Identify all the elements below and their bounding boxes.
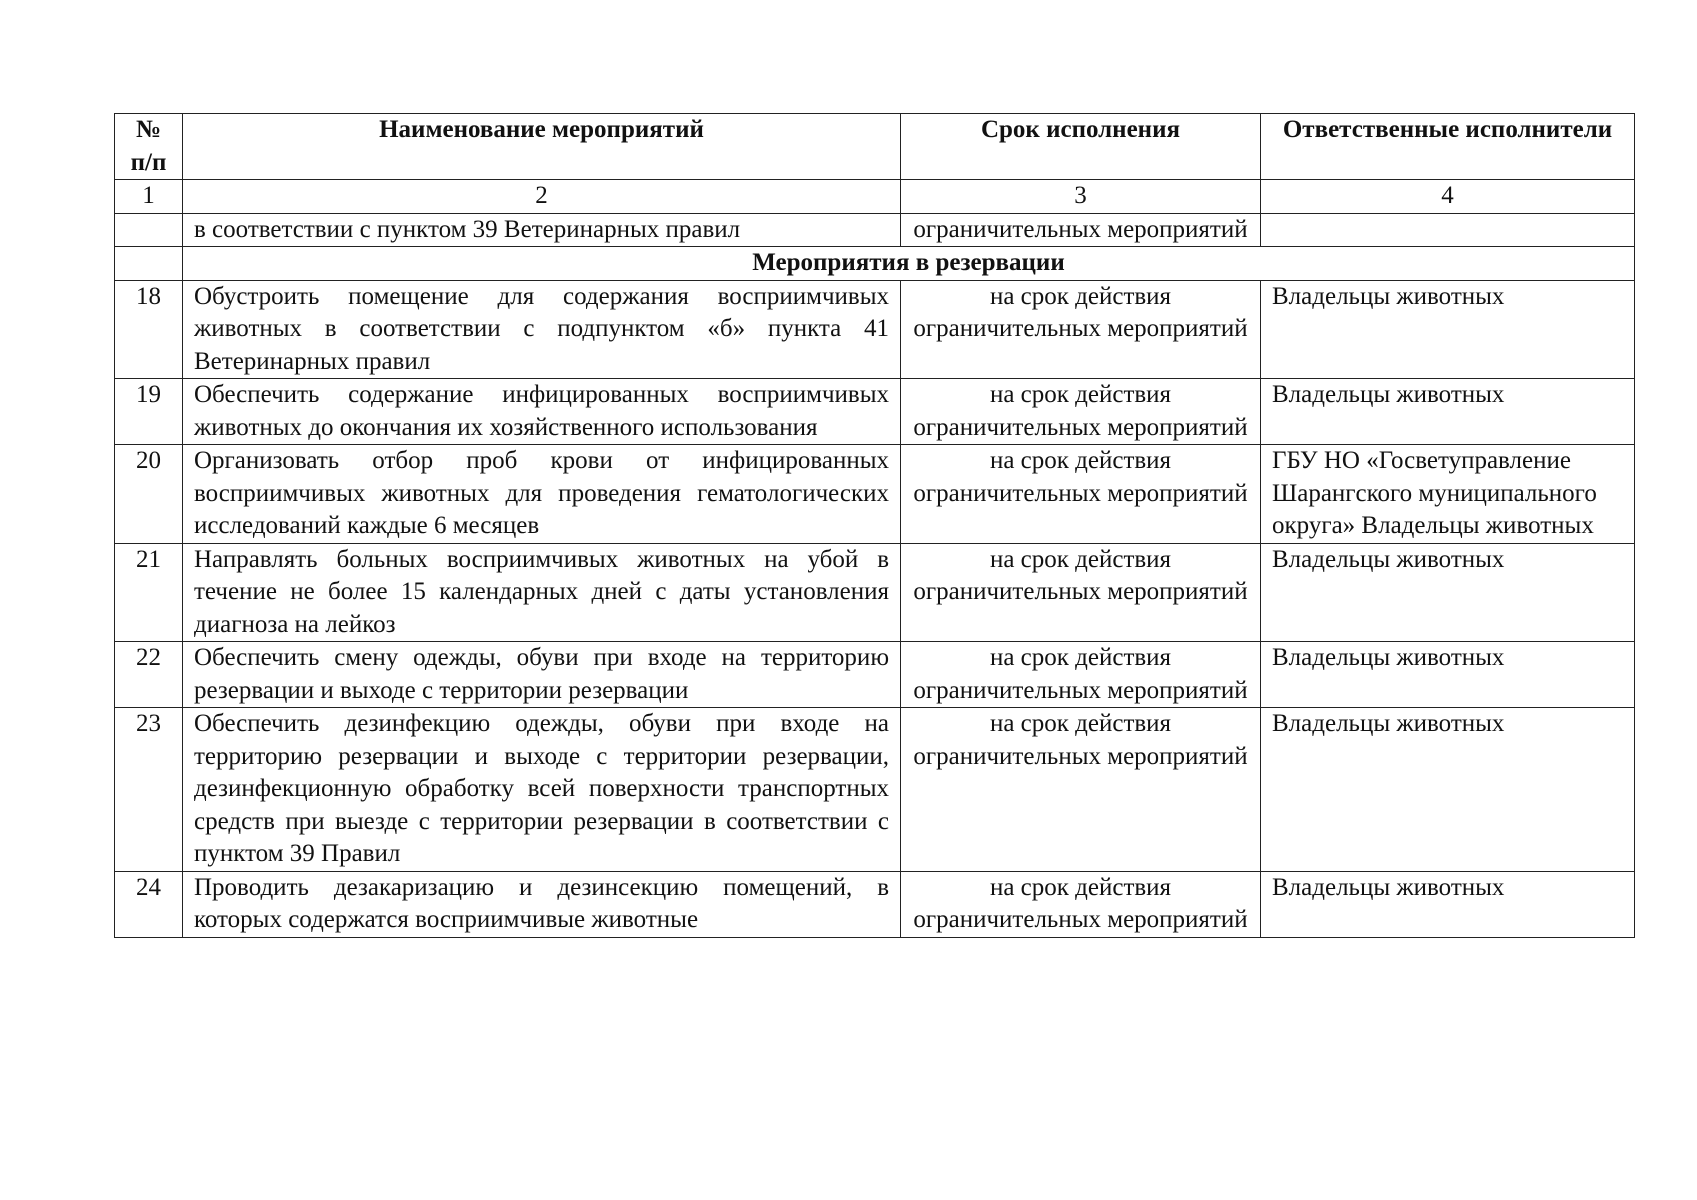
row-num: 24 xyxy=(115,871,183,937)
row-term: на срок действия ограничительных мероприятий xyxy=(901,379,1261,445)
row-responsible: Владельцы животных xyxy=(1261,379,1635,445)
row-term: на срок действия ограничительных мероприятий xyxy=(901,642,1261,708)
row-responsible: Владельцы животных xyxy=(1261,280,1635,379)
row-task: Обеспечить дезинфекцию одежды, обуви при входе на территорию резервации и выходе с территории резервации, дезинфекционную обработку всей поверхности транспортных средств при выезде с территории резервации в соответствии с пунктом 39 Правил xyxy=(183,708,901,872)
row-term: на срок действия ограничительных мероприятий xyxy=(901,280,1261,379)
header-row xyxy=(115,114,1635,180)
header-term: Срок исполнения xyxy=(901,114,1261,180)
header-responsible: Ответственные исполнители xyxy=(1261,114,1635,180)
table-row xyxy=(115,871,1635,937)
table-row xyxy=(115,708,1635,872)
column-number: 3 xyxy=(901,180,1261,214)
column-number: 2 xyxy=(183,180,901,214)
row-task: Направлять больных восприимчивых животных на убой в течение не более 15 календарных дней с даты установления диагноза на лейкоз xyxy=(183,543,901,642)
row-term: ограничительных мероприятий xyxy=(901,213,1261,247)
section-title: Мероприятия в резервации xyxy=(183,247,1635,281)
column-number: 1 xyxy=(115,180,183,214)
row-num: 23 xyxy=(115,708,183,872)
row-responsible: Владельцы животных xyxy=(1261,642,1635,708)
row-responsible: ГБУ НО «Госветуправление Шарангского муниципального округа» Владельцы животных xyxy=(1261,445,1635,544)
row-num: 22 xyxy=(115,642,183,708)
column-number: 4 xyxy=(1261,180,1635,214)
header-num: № п/п xyxy=(115,114,183,180)
measures-table xyxy=(114,113,1635,938)
row-term: на срок действия ограничительных мероприятий xyxy=(901,543,1261,642)
section-num-empty xyxy=(115,247,183,281)
row-task: Обеспечить содержание инфицированных восприимчивых животных до окончания их хозяйственного использования xyxy=(183,379,901,445)
row-num: 21 xyxy=(115,543,183,642)
row-num: 18 xyxy=(115,280,183,379)
row-task: Обеспечить смену одежды, обуви при входе на территорию резервации и выходе с территории резервации xyxy=(183,642,901,708)
row-task: Обустроить помещение для содержания восприимчивых животных в соответствии с подпунктом «б» пункта 41 Ветеринарных правил xyxy=(183,280,901,379)
table-row xyxy=(115,445,1635,544)
row-term: на срок действия ограничительных мероприятий xyxy=(901,871,1261,937)
row-task: в соответствии с пунктом 39 Ветеринарных правил xyxy=(183,213,901,247)
row-num: 20 xyxy=(115,445,183,544)
row-responsible: Владельцы животных xyxy=(1261,871,1635,937)
table-row xyxy=(115,543,1635,642)
row-term: на срок действия ограничительных мероприятий xyxy=(901,445,1261,544)
table-row xyxy=(115,280,1635,379)
row-term: на срок действия ограничительных мероприятий xyxy=(901,708,1261,872)
table-row xyxy=(115,379,1635,445)
row-responsible: Владельцы животных xyxy=(1261,708,1635,872)
row-num: 19 xyxy=(115,379,183,445)
row-task: Проводить дезакаризацию и дезинсекцию помещений, в которых содержатся восприимчивые животные xyxy=(183,871,901,937)
header-name: Наименование мероприятий xyxy=(183,114,901,180)
row-num xyxy=(115,213,183,247)
column-number-row xyxy=(115,180,1635,214)
section-row xyxy=(115,247,1635,281)
continuation-row xyxy=(115,213,1635,247)
row-responsible xyxy=(1261,213,1635,247)
table-row xyxy=(115,642,1635,708)
row-responsible: Владельцы животных xyxy=(1261,543,1635,642)
row-task: Организовать отбор проб крови от инфицированных восприимчивых животных для проведения гематологических исследований каждые 6 месяцев xyxy=(183,445,901,544)
